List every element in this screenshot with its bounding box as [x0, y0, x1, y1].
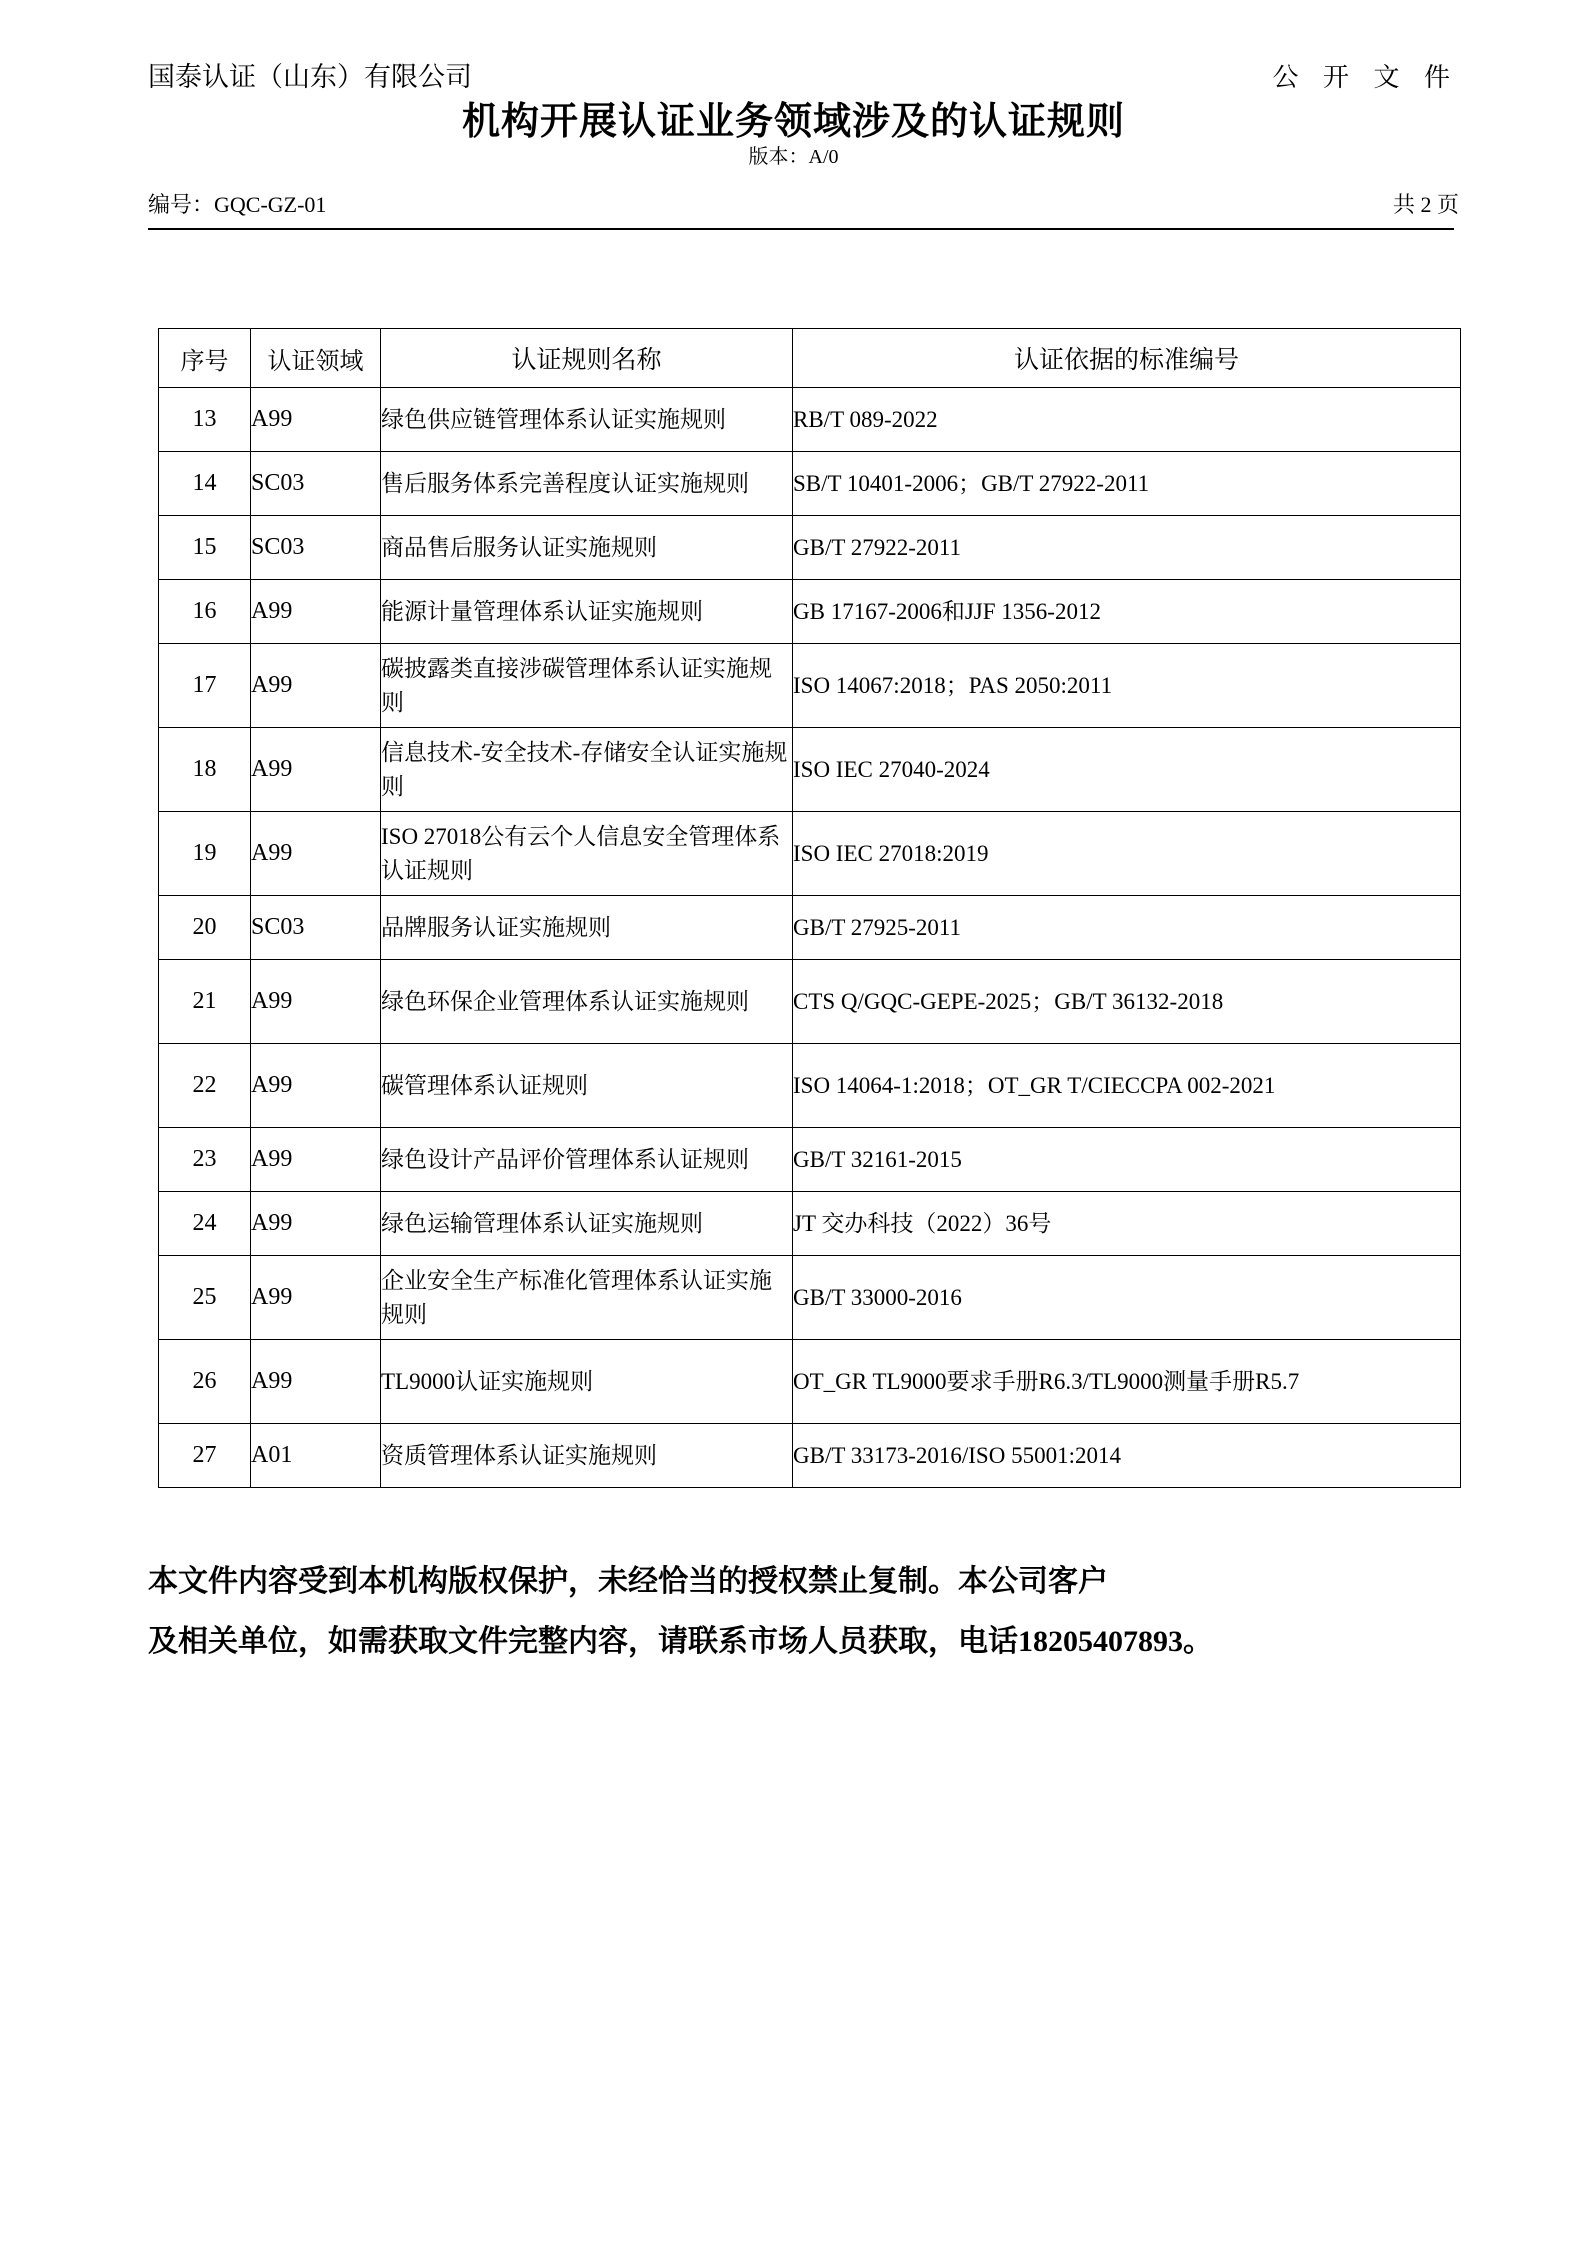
cell-standard-number: GB/T 32161-2015 — [793, 1128, 1461, 1192]
cell-rule-name: 信息技术-安全技术-存储安全认证实施规则 — [381, 728, 793, 812]
cell-rule-name: 企业安全生产标准化管理体系认证实施规则 — [381, 1256, 793, 1340]
cell-rule-name: 绿色环保企业管理体系认证实施规则 — [381, 960, 793, 1044]
column-header-field: 认证领域 — [251, 329, 381, 388]
cell-rule-name: 售后服务体系完善程度认证实施规则 — [381, 452, 793, 516]
classification-label: 公 开 文 件 — [1272, 63, 1459, 92]
table-row — [159, 644, 1461, 728]
cell-serial-number: 16 — [159, 580, 251, 644]
cell-certification-field: A99 — [251, 580, 381, 644]
cell-serial-number: 14 — [159, 452, 251, 516]
cell-standard-number: RB/T 089-2022 — [793, 388, 1461, 452]
cell-certification-field: A99 — [251, 1192, 381, 1256]
cell-certification-field: SC03 — [251, 452, 381, 516]
cell-certification-field: A99 — [251, 960, 381, 1044]
rules-table-container — [158, 328, 1460, 1488]
cell-certification-field: A99 — [251, 728, 381, 812]
cell-serial-number: 27 — [159, 1424, 251, 1488]
page-count: 共 2 页 — [1392, 192, 1459, 217]
cell-standard-number: OT_GR TL9000要求手册R6.3/TL9000测量手册R5.7 — [793, 1340, 1461, 1424]
table-row — [159, 580, 1461, 644]
certification-rules-table — [158, 328, 1461, 1488]
cell-serial-number: 26 — [159, 1340, 251, 1424]
cell-rule-name: 品牌服务认证实施规则 — [381, 896, 793, 960]
table-row — [159, 388, 1461, 452]
document-header — [0, 0, 1587, 250]
cell-certification-field: SC03 — [251, 516, 381, 580]
cell-serial-number: 23 — [159, 1128, 251, 1192]
cell-standard-number: ISO 14064-1:2018；OT_GR T/CIECCPA 002-2021 — [793, 1044, 1461, 1128]
cell-certification-field: A99 — [251, 644, 381, 728]
cell-serial-number: 20 — [159, 896, 251, 960]
cell-serial-number: 17 — [159, 644, 251, 728]
cell-rule-name: TL9000认证实施规则 — [381, 1340, 793, 1424]
cell-serial-number: 24 — [159, 1192, 251, 1256]
header-divider — [148, 228, 1454, 230]
column-header-no: 序号 — [159, 329, 251, 388]
table-row — [159, 1192, 1461, 1256]
column-header-standard: 认证依据的标准编号 — [793, 329, 1461, 388]
cell-rule-name: 碳披露类直接涉碳管理体系认证实施规则 — [381, 644, 793, 728]
cell-standard-number: CTS Q/GQC-GEPE-2025；GB/T 36132-2018 — [793, 960, 1461, 1044]
cell-certification-field: A99 — [251, 1128, 381, 1192]
cell-serial-number: 13 — [159, 388, 251, 452]
cell-rule-name: 能源计量管理体系认证实施规则 — [381, 580, 793, 644]
cell-certification-field: A99 — [251, 1340, 381, 1424]
table-row — [159, 1340, 1461, 1424]
table-row — [159, 452, 1461, 516]
cell-certification-field: A99 — [251, 812, 381, 896]
table-row — [159, 516, 1461, 580]
table-header — [159, 329, 1461, 388]
table-body — [159, 388, 1461, 1488]
cell-serial-number: 15 — [159, 516, 251, 580]
cell-serial-number: 25 — [159, 1256, 251, 1340]
table-row — [159, 960, 1461, 1044]
cell-certification-field: A99 — [251, 1256, 381, 1340]
cell-certification-field: A01 — [251, 1424, 381, 1488]
copyright-note-line-2: 及相关单位，如需获取文件完整内容，请联系市场人员获取，电话18205407893。 — [148, 1625, 1213, 1658]
table-row — [159, 1044, 1461, 1128]
copyright-note — [148, 1552, 1458, 1672]
table-row — [159, 896, 1461, 960]
cell-rule-name: 绿色运输管理体系认证实施规则 — [381, 1192, 793, 1256]
cell-standard-number: GB/T 27925-2011 — [793, 896, 1461, 960]
cell-rule-name: 碳管理体系认证规则 — [381, 1044, 793, 1128]
cell-standard-number: JT 交办科技（2022）36号 — [793, 1192, 1461, 1256]
cell-serial-number: 21 — [159, 960, 251, 1044]
page-title: 机构开展认证业务领域涉及的认证规则 — [461, 101, 1125, 143]
cell-rule-name: 商品售后服务认证实施规则 — [381, 516, 793, 580]
table-row — [159, 728, 1461, 812]
cell-rule-name: 资质管理体系认证实施规则 — [381, 1424, 793, 1488]
cell-serial-number: 19 — [159, 812, 251, 896]
cell-rule-name: 绿色供应链管理体系认证实施规则 — [381, 388, 793, 452]
cell-certification-field: A99 — [251, 388, 381, 452]
cell-standard-number: GB/T 33000-2016 — [793, 1256, 1461, 1340]
cell-standard-number: GB/T 33173-2016/ISO 55001:2014 — [793, 1424, 1461, 1488]
cell-rule-name: 绿色设计产品评价管理体系认证规则 — [381, 1128, 793, 1192]
cell-standard-number: GB 17167-2006和JJF 1356-2012 — [793, 580, 1461, 644]
table-row — [159, 812, 1461, 896]
table-header-row — [159, 329, 1461, 388]
version-label: 版本：A/0 — [748, 146, 839, 168]
cell-serial-number: 22 — [159, 1044, 251, 1128]
cell-standard-number: ISO IEC 27040-2024 — [793, 728, 1461, 812]
company-name: 国泰认证（山东）有限公司 — [148, 62, 472, 92]
cell-standard-number: ISO 14067:2018；PAS 2050:2011 — [793, 644, 1461, 728]
copyright-note-line-1: 本文件内容受到本机构版权保护，未经恰当的授权禁止复制。本公司客户 — [148, 1565, 1108, 1598]
cell-standard-number: SB/T 10401-2006；GB/T 27922-2011 — [793, 452, 1461, 516]
cell-standard-number: ISO IEC 27018:2019 — [793, 812, 1461, 896]
table-row — [159, 1128, 1461, 1192]
table-row — [159, 1256, 1461, 1340]
cell-rule-name: ISO 27018公有云个人信息安全管理体系认证规则 — [381, 812, 793, 896]
cell-serial-number: 18 — [159, 728, 251, 812]
cell-certification-field: SC03 — [251, 896, 381, 960]
document-number: 编号：GQC-GZ-01 — [148, 192, 327, 217]
cell-certification-field: A99 — [251, 1044, 381, 1128]
column-header-name: 认证规则名称 — [381, 329, 793, 388]
cell-standard-number: GB/T 27922-2011 — [793, 516, 1461, 580]
table-row — [159, 1424, 1461, 1488]
